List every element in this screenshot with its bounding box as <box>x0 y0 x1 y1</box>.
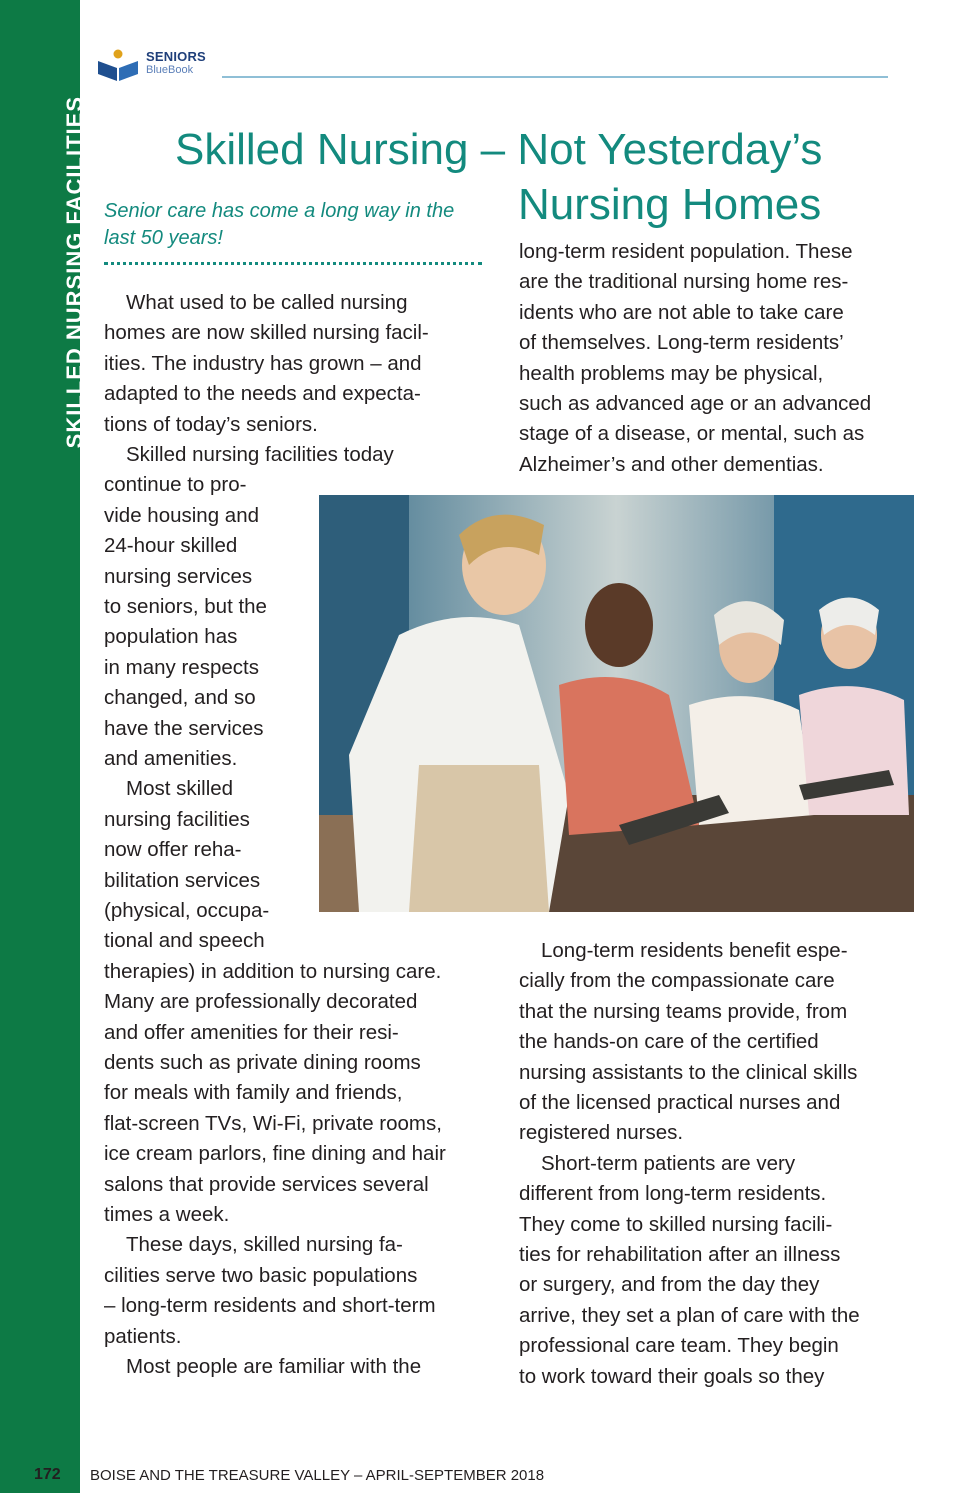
text-line: and offer amenities for their resi- <box>104 1020 399 1044</box>
logo-line2: BlueBook <box>146 64 194 76</box>
section-title: SKILLED NURSING FACILITIES <box>62 96 87 449</box>
text-line: long-term resident population. These <box>519 240 853 263</box>
text-line: nursing facilities <box>104 807 250 831</box>
text-line: Many are professionally decorated <box>104 990 418 1014</box>
text-line: homes are now skilled nursing facil- <box>104 321 429 345</box>
text-line: ities. The industry has grown – and <box>104 351 422 375</box>
text-line: dents such as private dining rooms <box>104 1051 421 1074</box>
text-line: and amenities. <box>104 747 238 770</box>
text-line: Short-term patients are very <box>541 1151 796 1175</box>
text-line: salons that provide services several <box>104 1172 429 1196</box>
publication-footer: BOISE AND THE TREASURE VALLEY – APRIL-SEPTEMBER 2018 <box>90 1467 545 1484</box>
text-line: cilities serve two basic populations <box>104 1263 418 1287</box>
text-line: Most skilled <box>126 777 234 801</box>
text-line: Long-term residents benefit espe- <box>541 939 848 962</box>
headline-line1: Skilled Nursing – Not Yesterday’s <box>175 125 823 174</box>
nurse-with-seniors-photo <box>319 495 914 912</box>
text-line: the hands-on care of the certified <box>519 1030 819 1054</box>
text-line: 24-hour skilled <box>104 534 238 558</box>
text-line: flat-screen TVs, Wi-Fi, private rooms, <box>104 1111 442 1135</box>
text-line: patients. <box>104 1324 182 1348</box>
text-line: different from long-term residents. <box>519 1182 827 1206</box>
text-line: in many respects <box>104 655 259 679</box>
text-line: now offer reha- <box>104 838 242 862</box>
text-line: that the nursing teams provide, from <box>519 999 848 1023</box>
text-line: continue to pro- <box>104 473 247 497</box>
text-line: for meals with family and friends, <box>104 1081 403 1105</box>
text-line: registered nurses. <box>519 1121 684 1145</box>
text-line: Alzheimer’s and other dementias. <box>519 452 824 476</box>
seniors-bluebook-logo <box>96 48 216 82</box>
text-line: times a week. <box>104 1203 230 1226</box>
text-line: cially from the compassionate care <box>519 969 835 993</box>
text-line: Skilled nursing facilities today <box>126 443 394 466</box>
text-line: – long-term residents and short-term <box>104 1294 436 1318</box>
text-line: of the licensed practical nurses and <box>519 1091 841 1114</box>
text-line: to seniors, but the <box>104 595 267 618</box>
text-line: (physical, occupa- <box>104 899 270 922</box>
text-line: adapted to the needs and expecta- <box>104 382 421 406</box>
text-line: professional care team. They begin <box>519 1334 839 1358</box>
text-line: arrive, they set a plan of care with the <box>519 1303 860 1327</box>
text-line: have the services <box>104 716 264 740</box>
text-line: of themselves. Long-term residents’ <box>519 331 844 355</box>
text-line: idents who are not able to take care <box>519 300 844 324</box>
logo-line1: SENIORS <box>146 49 206 64</box>
text-line: are the traditional nursing home res- <box>519 270 849 294</box>
headline-line2: Nursing Homes <box>518 180 822 229</box>
page-number: 172 <box>34 1466 61 1483</box>
text-line: nursing services <box>104 564 253 588</box>
text-line: These days, skilled nursing fa- <box>126 1233 403 1257</box>
text-line: health problems may be physical, <box>519 361 824 385</box>
text-line: to work toward their goals so they <box>519 1364 825 1388</box>
text-line: or surgery, and from the day they <box>519 1273 820 1297</box>
text-line: such as advanced age or an advanced <box>519 392 872 415</box>
text-line: What used to be called nursing <box>126 291 408 314</box>
text-line: population has <box>104 625 238 649</box>
text-line: tional and speech <box>104 929 265 953</box>
text-line: vide housing and <box>104 503 260 527</box>
subhead-dotted-rule <box>104 262 482 265</box>
text-line: stage of a disease, or mental, such as <box>519 422 865 446</box>
text-line: tions of today’s seniors. <box>104 412 318 436</box>
header-rule <box>222 76 888 78</box>
text-line: ties for rehabilitation after an illness <box>519 1243 841 1266</box>
text-line: ice cream parlors, fine dining and hair <box>104 1142 446 1166</box>
book-logo-icon <box>96 48 142 82</box>
text-line: therapies) in addition to nursing care. <box>104 959 442 983</box>
text-line: bilitation services <box>104 868 261 892</box>
text-line: They come to skilled nursing facili- <box>519 1212 833 1236</box>
subhead: Senior care has come a long way in the last 50 years! <box>104 200 455 249</box>
text-line: Most people are familiar with the <box>126 1355 422 1378</box>
text-line: nursing assistants to the clinical skills <box>519 1060 858 1084</box>
text-line: changed, and so <box>104 686 256 710</box>
section-sidebar <box>0 0 87 1493</box>
